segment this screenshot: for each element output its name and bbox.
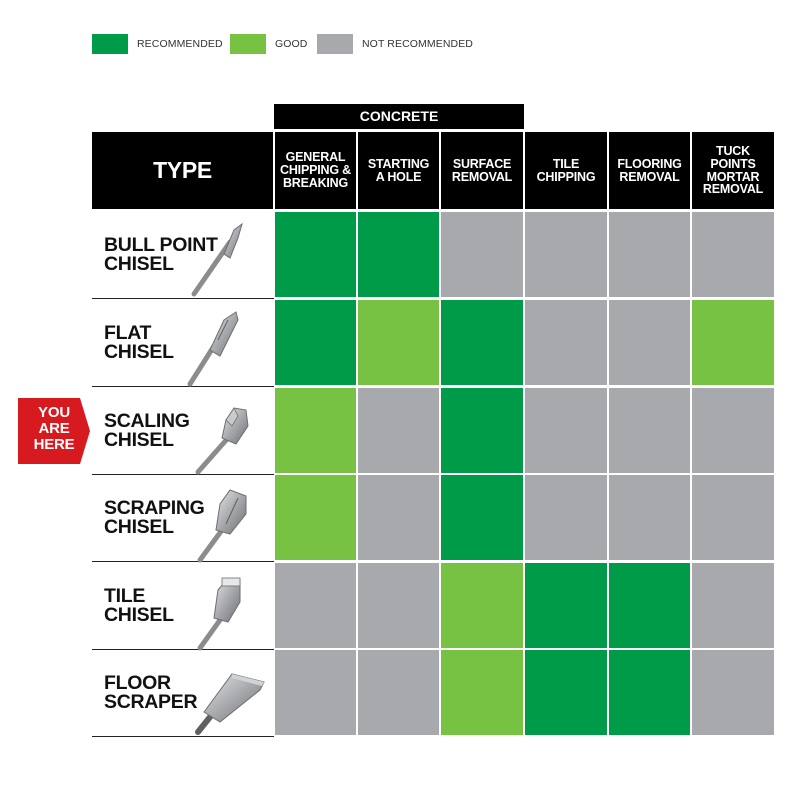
column-header-starting-a-hole [358, 132, 439, 209]
cell-tile-chisel-general-chipping-and-breaking-not-recommended [275, 563, 356, 648]
column-header-line: REMOVAL [702, 182, 764, 197]
badge-line-here: HERE [33, 436, 75, 453]
cell-flat-chisel-general-chipping-and-breaking-recommended [275, 300, 356, 385]
cell-bull-point-chisel-tuck-points-mortar-removal-not-recommended [692, 212, 774, 297]
cell-flat-chisel-tile-chipping-not-recommended [525, 300, 607, 385]
column-header-line: MORTAR [706, 169, 760, 184]
row-label-line: CHISEL [104, 253, 174, 275]
cell-bull-point-chisel-general-chipping-and-breaking-recommended [275, 212, 356, 297]
bull-point-chisel-icon [180, 218, 270, 298]
row-separator [92, 298, 274, 299]
cell-bull-point-chisel-starting-a-hole-recommended [358, 212, 439, 297]
cell-scraping-chisel-flooring-removal-not-recommended [609, 475, 690, 560]
cell-floor-scraper-tuck-points-mortar-removal-not-recommended [692, 650, 774, 735]
row-label-line: CHISEL [104, 516, 174, 538]
badge-line-are: ARE [38, 420, 70, 437]
row-separator [92, 386, 274, 387]
cell-bull-point-chisel-tile-chipping-not-recommended [525, 212, 607, 297]
row-label-line: CHISEL [104, 429, 174, 451]
cell-bull-point-chisel-surface-removal-not-recommended [441, 212, 523, 297]
cell-scraping-chisel-surface-removal-recommended [441, 475, 523, 560]
cell-tile-chisel-tile-chipping-recommended [525, 563, 607, 648]
column-header-line: BREAKING [282, 175, 349, 190]
cell-tile-chisel-flooring-removal-recommended [609, 563, 690, 648]
cell-flat-chisel-surface-removal-recommended [441, 300, 523, 385]
cell-scaling-chisel-tile-chipping-not-recommended [525, 388, 607, 473]
column-header-tile-chipping [525, 132, 607, 209]
column-header-general-chipping-and-breaking [275, 132, 356, 209]
row-label-line: SCRAPER [104, 691, 198, 713]
cell-scaling-chisel-starting-a-hole-not-recommended [358, 388, 439, 473]
cell-floor-scraper-surface-removal-good [441, 650, 523, 735]
row-label-line: CHISEL [104, 604, 174, 626]
column-header-line: GENERAL [285, 150, 346, 165]
row-label-line: CHISEL [104, 341, 174, 363]
concrete-group-header [274, 104, 524, 129]
cell-scraping-chisel-tuck-points-mortar-removal-not-recommended [692, 475, 774, 560]
cell-scraping-chisel-general-chipping-and-breaking-good [275, 475, 356, 560]
flat-chisel-icon [180, 306, 270, 386]
legend-label-recommended: RECOMMENDED [137, 38, 223, 50]
cell-scraping-chisel-starting-a-hole-not-recommended [358, 475, 439, 560]
column-header-line: CHIPPING & [280, 163, 351, 178]
you-are-here-text [18, 405, 90, 453]
legend-label-good: GOOD [275, 38, 308, 50]
cell-bull-point-chisel-flooring-removal-not-recommended [609, 212, 690, 297]
row-label-flat-chisel [104, 324, 174, 362]
cell-floor-scraper-general-chipping-and-breaking-not-recommended [275, 650, 356, 735]
column-header-line: TILE [552, 156, 580, 171]
column-header-line: REMOVAL [451, 169, 513, 184]
tile-chisel-icon [180, 572, 270, 652]
row-label-tile-chisel [104, 587, 174, 625]
type-column-header [92, 132, 273, 209]
column-header-line: STARTING [367, 156, 430, 171]
column-header-tuck-points-mortar-removal [692, 132, 774, 209]
type-header-label: TYPE [153, 156, 212, 183]
scaling-chisel-icon [180, 398, 270, 478]
row-label-line: FLOOR [104, 672, 171, 694]
column-header-line: TUCK [716, 144, 750, 158]
cell-floor-scraper-tile-chipping-recommended [525, 650, 607, 735]
column-header-flooring-removal [609, 132, 690, 209]
cell-scaling-chisel-general-chipping-and-breaking-good [275, 388, 356, 473]
row-label-line: BULL POINT [104, 234, 218, 256]
column-header-surface-removal [441, 132, 523, 209]
cell-floor-scraper-starting-a-hole-not-recommended [358, 650, 439, 735]
row-label-line: FLAT [104, 322, 152, 344]
column-header-line: SURFACE [452, 156, 512, 171]
column-header-line: REMOVAL [619, 169, 680, 184]
column-header-line: CHIPPING [536, 169, 596, 184]
cell-flat-chisel-tuck-points-mortar-removal-good [692, 300, 774, 385]
row-label-line: SCALING [104, 410, 190, 432]
row-label-line: SCRAPING [104, 497, 205, 519]
cell-floor-scraper-flooring-removal-recommended [609, 650, 690, 735]
legend-label-not-recommended: NOT RECOMMENDED [362, 38, 473, 50]
badge-line-you: YOU [38, 404, 70, 421]
concrete-group-label: CONCRETE [359, 108, 439, 125]
cell-tile-chisel-starting-a-hole-not-recommended [358, 563, 439, 648]
row-label-line: TILE [104, 585, 146, 607]
legend-swatch-not-recommended [317, 34, 353, 54]
cell-flat-chisel-flooring-removal-not-recommended [609, 300, 690, 385]
cell-scraping-chisel-tile-chipping-not-recommended [525, 475, 607, 560]
legend-swatch-recommended [92, 34, 128, 54]
scraping-chisel-icon [180, 484, 270, 564]
column-header-line: A HOLE [375, 169, 422, 184]
cell-scaling-chisel-tuck-points-mortar-removal-not-recommended [692, 388, 774, 473]
floor-scraper-icon [180, 660, 270, 740]
column-header-line: FLOORING [617, 156, 682, 171]
cell-tile-chisel-surface-removal-good [441, 563, 523, 648]
column-header-line: POINTS [710, 156, 756, 171]
legend-swatch-good [230, 34, 266, 54]
cell-scaling-chisel-flooring-removal-not-recommended [609, 388, 690, 473]
cell-tile-chisel-tuck-points-mortar-removal-not-recommended [692, 563, 774, 648]
cell-scaling-chisel-surface-removal-recommended [441, 388, 523, 473]
cell-flat-chisel-starting-a-hole-good [358, 300, 439, 385]
row-label-scaling-chisel [104, 412, 190, 450]
